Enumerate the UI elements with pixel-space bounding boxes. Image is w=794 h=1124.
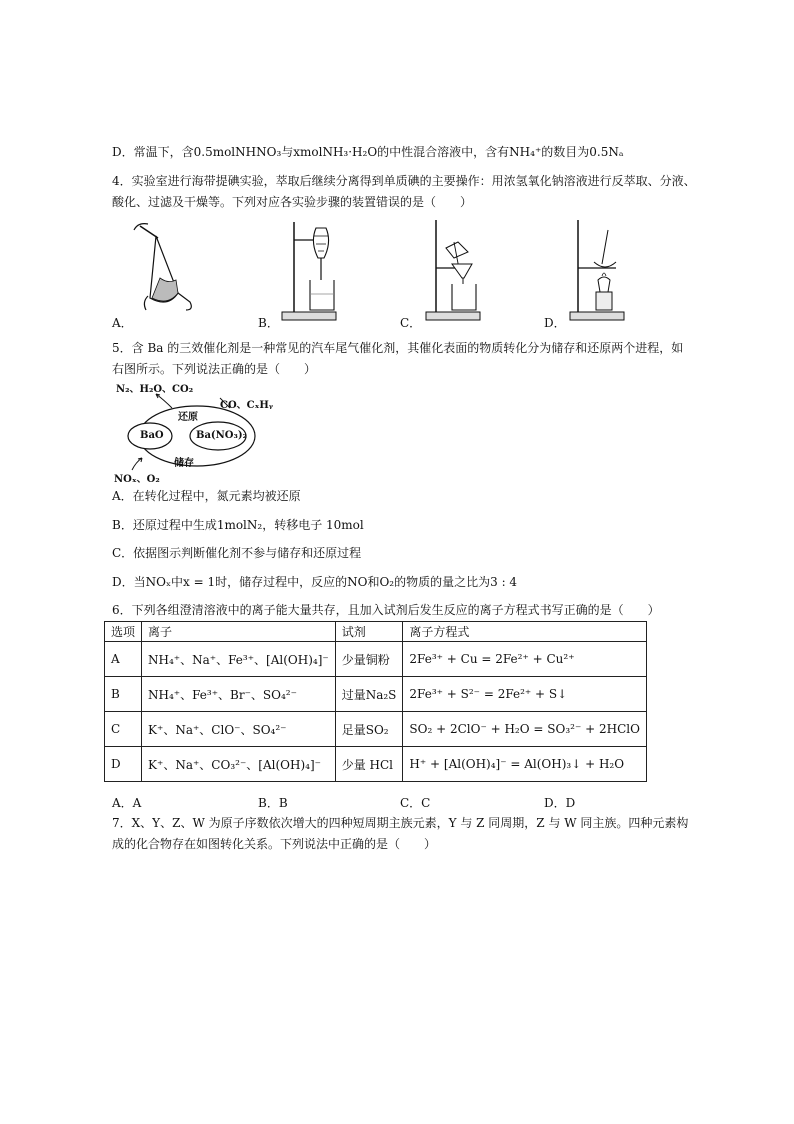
row-equation: 2Fe³⁺ + S²⁻ = 2Fe²⁺ + S↓ — [403, 677, 647, 712]
apparatus-c-figure — [424, 218, 488, 322]
header-reagent: 试剂 — [335, 622, 403, 642]
diagram-store-label: 储存 — [174, 458, 194, 469]
row-ions: K⁺、Na⁺、CO₃²⁻、[Al(OH)₄]⁻ — [142, 747, 336, 782]
header-ions: 离子 — [142, 622, 336, 642]
diagram-reducers-label: CO、CₓHᵧ — [220, 400, 273, 411]
diagram-reduce-label: 还原 — [178, 412, 198, 423]
row-option: D — [105, 747, 142, 782]
apparatus-b-figure — [280, 218, 340, 322]
row-equation: 2Fe³⁺ + Cu = 2Fe²⁺ + Cu²⁺ — [403, 642, 647, 677]
diagram-bao-node: BaO — [140, 430, 164, 441]
q5-option-b: B．还原过程中生成1molN₂，转移电子 10mol — [112, 518, 364, 532]
q5-option-c: C．依据图示判断催化剂不参与储存和还原过程 — [112, 546, 362, 560]
q3-option-d: D．常温下，含0.5molNHNO₃与xmolNH₃·H₂O的中性混合溶液中，含有NH₄⁺的数目为0.5Nₐ — [112, 145, 624, 159]
apparatus-d-label: D． — [544, 316, 566, 330]
apparatus-b-label: B． — [258, 316, 279, 330]
apparatus-c-label: C． — [400, 316, 422, 330]
row-ions: K⁺、Na⁺、ClO⁻、SO₄²⁻ — [142, 712, 336, 747]
table-row — [105, 712, 647, 747]
q6-stem: 6．下列各组澄清溶液中的离子能大量共存，且加入试剂后发生反应的离子方程式书写正确的是（ ） — [112, 603, 660, 617]
diagram-products-label: N₂、H₂O、CO₂ — [116, 384, 194, 395]
q4-stem-line2: 酸化、过滤及干燥等。下列对应各实验步骤的装置错误的是（ ） — [112, 195, 473, 209]
q5-stem-line2: 右图所示。下列说法正确的是（ ） — [112, 362, 317, 376]
q6-answer-a: A．A — [112, 796, 142, 810]
table-row — [105, 677, 647, 712]
row-ions: NH₄⁺、Fe³⁺、Br⁻、SO₄²⁻ — [142, 677, 336, 712]
row-option: C — [105, 712, 142, 747]
q7-stem-line1: 7．X、Y、Z、W 为原子序数依次增大的四种短周期主族元素，Y 与 Z 同周期，Z 与 W 同主族。四种元素构 — [112, 816, 689, 830]
apparatus-d-figure — [568, 218, 628, 322]
q5-option-a: A．在转化过程中，氮元素均被还原 — [112, 489, 301, 503]
apparatus-a-figure — [128, 218, 198, 318]
header-option: 选项 — [105, 622, 142, 642]
row-option: B — [105, 677, 142, 712]
apparatus-a-label: A． — [112, 316, 133, 330]
row-reagent: 少量 HCl — [335, 747, 403, 782]
table-row — [105, 747, 647, 782]
row-reagent: 少量铜粉 — [335, 642, 403, 677]
table-header-row — [105, 622, 647, 642]
table-row — [105, 642, 647, 677]
diagram-banitrate-node: Ba(NO₃)₂ — [196, 430, 248, 441]
row-equation: H⁺ + [Al(OH)₄]⁻ = Al(OH)₃↓ + H₂O — [403, 747, 647, 782]
catalyst-cycle-diagram — [112, 378, 282, 488]
row-ions: NH₄⁺、Na⁺、Fe³⁺、[Al(OH)₄]⁻ — [142, 642, 336, 677]
header-equation: 离子方程式 — [403, 622, 647, 642]
row-reagent: 足量SO₂ — [335, 712, 403, 747]
q6-answer-d: D．D — [544, 796, 576, 810]
q6-answer-b: B．B — [258, 796, 288, 810]
q5-option-d: D．当NOₓ中x = 1时，储存过程中，反应的NO和O₂的物质的量之比为3 : 4 — [112, 575, 518, 589]
q5-stem-line1: 5．含 Ba 的三效催化剂是一种常见的汽车尾气催化剂，其催化表面的物质转化分为储存和还原两个进程，如 — [112, 341, 684, 355]
q6-table — [104, 621, 647, 782]
row-reagent: 过量Na₂S — [335, 677, 403, 712]
q7-stem-line2: 成的化合物存在如图转化关系。下列说法中正确的是（ ） — [112, 837, 437, 851]
q6-answer-c: C．C — [400, 796, 431, 810]
row-equation: SO₂ + 2ClO⁻ + H₂O = SO₃²⁻ + 2HClO — [403, 712, 647, 747]
row-option: A — [105, 642, 142, 677]
diagram-inputs-label: NOₓ、O₂ — [114, 474, 160, 485]
q4-stem-line1: 4．实验室进行海带提碘实验，萃取后继续分离得到单质碘的主要操作：用浓氢氧化钠溶液进行反萃取、分液、 — [112, 174, 696, 188]
